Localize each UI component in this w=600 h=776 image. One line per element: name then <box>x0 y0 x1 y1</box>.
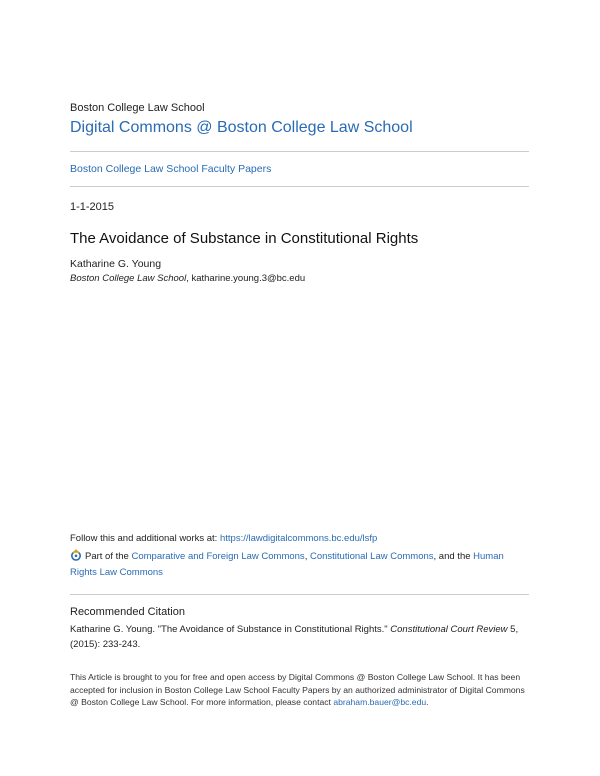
divider <box>70 151 529 152</box>
part-of-sep: , <box>304 551 310 562</box>
article-title: The Avoidance of Substance in Constitutional Rights <box>70 230 419 247</box>
series-link[interactable]: Boston College Law School Faculty Papers <box>70 163 272 175</box>
author-affiliation <box>70 273 305 284</box>
author-name: Katharine G. Young <box>70 258 162 270</box>
institution-name: Boston College Law School <box>70 102 205 114</box>
human-rights-law-link[interactable]: Human Rights Law Commons <box>70 551 504 578</box>
open-access-icon <box>70 549 82 561</box>
notice-text: This Article is brought to you for free and open access by Digital Commons @ Boston College Law School. It has been accepted for inclusion in Boston College Law School Faculty Papers by an authorized administrator of Digital Commons @ Boston College Law School. For more information, please contact <box>70 672 525 707</box>
repository-link[interactable]: Digital Commons @ Boston College Law School <box>70 119 413 136</box>
citation-journal: Constitutional Court Review <box>390 624 508 635</box>
divider <box>70 186 529 187</box>
citation-text <box>70 622 530 652</box>
author-email: , katharine.young.3@bc.edu <box>186 273 306 284</box>
divider <box>70 594 529 595</box>
citation-before: Katharine G. Young. "The Avoidance of Substance in Constitutional Rights." <box>70 624 391 635</box>
part-of-line <box>70 549 530 581</box>
part-of-prefix: Part of the <box>85 551 132 562</box>
publication-date: 1-1-2015 <box>70 201 115 213</box>
citation-heading: Recommended Citation <box>70 606 185 618</box>
contact-email-link[interactable]: abraham.bauer@bc.edu <box>333 697 427 707</box>
part-of-sep: , and the <box>433 551 474 562</box>
follow-line <box>70 533 377 544</box>
access-notice <box>70 671 530 709</box>
notice-end: . <box>426 697 429 707</box>
collection-url-link[interactable]: https://lawdigitalcommons.bc.edu/lsfp <box>219 533 378 544</box>
constitutional-law-link[interactable]: Constitutional Law Commons <box>309 551 434 562</box>
follow-label: Follow this and additional works at: <box>70 533 220 544</box>
comparative-law-link[interactable]: Comparative and Foreign Law Commons <box>131 551 305 562</box>
affiliation-name: Boston College Law School <box>70 273 187 284</box>
citation-after: 5, (2015): 233-243. <box>70 624 519 650</box>
